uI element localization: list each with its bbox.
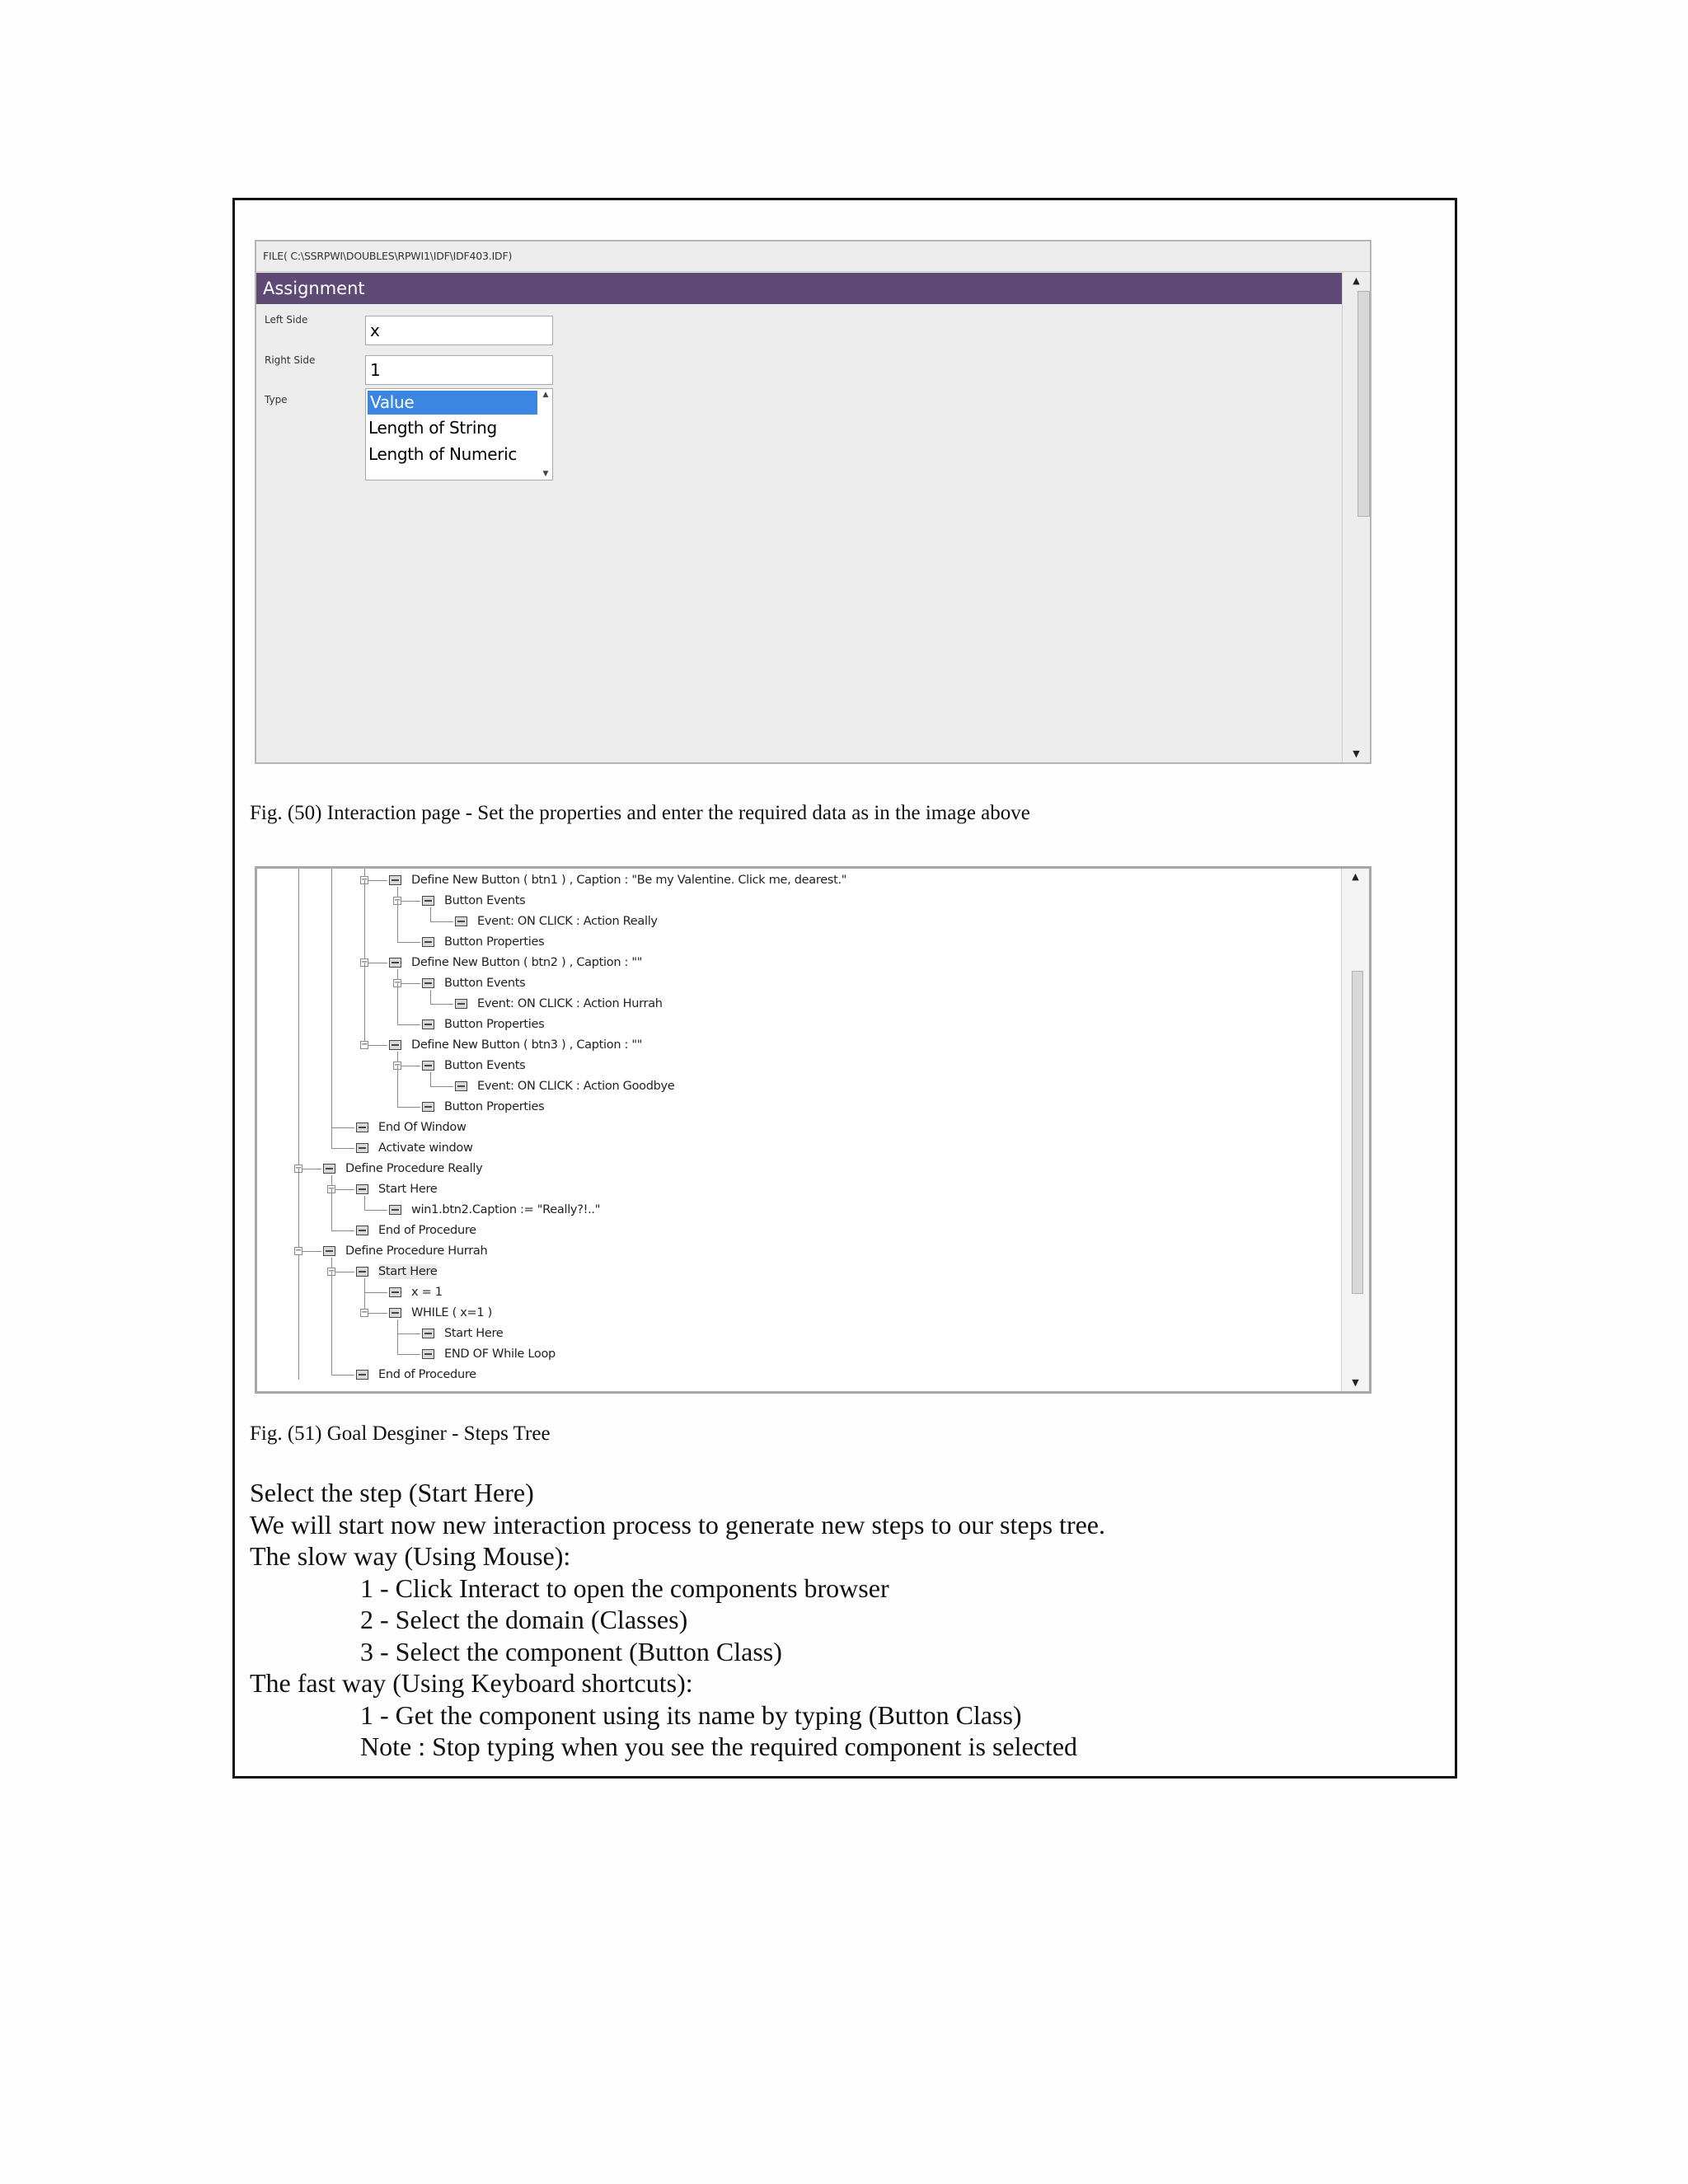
tree-guide-line <box>331 1230 354 1231</box>
tree-node-label[interactable]: Button Properties <box>444 1018 545 1031</box>
instruction-line: The fast way (Using Keyboard shortcuts): <box>250 1668 693 1698</box>
tree-guide-line <box>364 880 365 963</box>
tree-node-label[interactable]: x = 1 <box>411 1286 443 1299</box>
tree-expander-icon[interactable]: − <box>361 875 368 884</box>
tree-guide-line <box>430 921 453 922</box>
tree-guide-line <box>397 983 398 1024</box>
tree-expander-icon[interactable]: − <box>361 1308 368 1317</box>
tree-node-label[interactable]: win1.btn2.Caption := "Really?!.." <box>411 1203 601 1216</box>
step-node-icon <box>422 896 434 906</box>
tree-guide-line <box>397 1066 398 1107</box>
tree-expander-icon[interactable]: − <box>295 1246 302 1255</box>
tree-expander-icon[interactable]: − <box>394 1061 401 1070</box>
step-node-icon <box>422 1349 434 1359</box>
tree-guide-line <box>397 901 398 942</box>
step-node-icon <box>323 1164 335 1174</box>
step-node-icon <box>356 1267 368 1277</box>
tree-node-label[interactable]: Start Here <box>378 1183 438 1196</box>
scrollbar-thumb[interactable] <box>1357 291 1370 517</box>
type-listbox-scrollbar[interactable] <box>539 389 552 480</box>
step-node-icon <box>389 875 401 885</box>
right-side-input[interactable]: 1 <box>365 355 553 385</box>
type-option-value[interactable]: Value <box>368 391 537 415</box>
tree-guide-line <box>430 1004 453 1005</box>
type-option-length-of-numeric[interactable]: Length of Numeric <box>368 444 518 464</box>
tree-guide-line <box>397 1024 420 1025</box>
tree-node-label[interactable]: Define New Button ( btn2 ) , Caption : "" <box>411 956 643 969</box>
tree-guide-line <box>397 942 420 943</box>
document-frame <box>232 198 1457 1779</box>
tree-node-label[interactable]: Define Procedure Hurrah <box>345 1244 488 1258</box>
tree-guide-line <box>397 1333 420 1334</box>
tree-guide-line <box>364 963 365 1045</box>
tree-node-label[interactable]: Event: ON CLICK : Action Goodbye <box>477 1080 675 1093</box>
instruction-line: We will start now new interaction process to generate new steps to our steps tree. <box>250 1509 1105 1540</box>
tree-node-label[interactable]: End Of Window <box>378 1121 467 1134</box>
tree-guide-line <box>331 1375 354 1376</box>
tree-guide-line <box>331 869 332 1127</box>
scroll-down-icon[interactable]: ▼ <box>1353 748 1360 759</box>
instructions-text <box>250 1477 1438 1763</box>
tree-node-label[interactable]: Define New Button ( btn3 ) , Caption : "" <box>411 1038 643 1052</box>
scroll-up-icon[interactable]: ▲ <box>1352 871 1359 882</box>
tree-expander-icon[interactable]: − <box>394 896 401 905</box>
tree-expander-icon[interactable]: − <box>328 1267 335 1276</box>
tree-guide-line <box>364 1196 365 1210</box>
tree-node-label[interactable]: Button Events <box>444 1059 526 1072</box>
tree-guide-line <box>331 1189 332 1230</box>
tree-guide-line <box>397 1354 420 1355</box>
step-node-icon <box>389 1308 401 1318</box>
steps-tree <box>257 869 1341 1391</box>
tree-node-label[interactable]: Button Events <box>444 977 526 990</box>
tree-node-selected[interactable]: Start Here <box>378 1265 438 1278</box>
type-option-length-of-string[interactable]: Length of String <box>368 418 497 438</box>
tree-guide-line <box>430 907 431 921</box>
instruction-line: The slow way (Using Mouse): <box>250 1541 571 1571</box>
tree-node-label[interactable]: End of Procedure <box>378 1224 476 1237</box>
step-node-icon <box>455 1081 467 1091</box>
tree-guide-line <box>397 1333 398 1354</box>
tree-guide-line <box>331 1148 354 1149</box>
tree-node-label[interactable]: Button Properties <box>444 935 545 949</box>
instruction-step: 1 - Get the component using its name by typing (Button Class) <box>360 1699 1022 1730</box>
tree-vertical-scrollbar[interactable] <box>1341 869 1369 1391</box>
assignment-form <box>256 304 1342 762</box>
tree-guide-line <box>331 1127 332 1148</box>
tree-guide-line <box>430 1072 431 1086</box>
steps-tree-screenshot <box>255 866 1372 1394</box>
tree-node-label[interactable]: WHILE ( x=1 ) <box>411 1306 492 1319</box>
scrollbar-thumb[interactable] <box>1352 971 1363 1294</box>
assignment-window-screenshot <box>255 240 1372 764</box>
step-node-icon <box>389 1287 401 1297</box>
tree-expander-icon[interactable]: − <box>328 1184 335 1193</box>
tree-guide-line <box>331 1272 332 1375</box>
scroll-up-icon[interactable]: ▲ <box>542 391 549 399</box>
scroll-down-icon[interactable]: ▼ <box>542 470 549 478</box>
left-side-label: Left Side <box>265 314 308 326</box>
tree-node-label[interactable]: Button Properties <box>444 1100 545 1113</box>
file-path-bar: FILE( C:\SSRPWI\DOUBLES\RPWI1\IDF\IDF403.IDF) <box>256 241 1370 272</box>
instruction-step: 3 - Select the component (Button Class) <box>360 1636 782 1666</box>
tree-node-label[interactable]: Start Here <box>444 1327 504 1340</box>
step-node-icon <box>422 978 434 988</box>
tree-guide-line <box>397 1319 398 1333</box>
step-node-icon <box>356 1184 368 1194</box>
step-node-icon <box>323 1246 335 1256</box>
type-listbox[interactable] <box>365 388 553 480</box>
step-node-icon <box>389 1040 401 1050</box>
step-node-icon <box>389 958 401 968</box>
scroll-down-icon[interactable]: ▼ <box>1352 1377 1359 1388</box>
figure-50-caption: Fig. (50) Interaction page - Set the properties and enter the required data as in the image above <box>250 802 1030 824</box>
step-node-icon <box>422 937 434 947</box>
instruction-line: Select the step (Start Here) <box>250 1478 534 1507</box>
step-node-icon <box>455 916 467 926</box>
form-vertical-scrollbar[interactable] <box>1342 273 1370 762</box>
tree-guide-line <box>397 1107 420 1108</box>
step-node-icon <box>356 1122 368 1132</box>
step-node-icon <box>422 1019 434 1029</box>
tree-guide-line <box>298 1169 299 1251</box>
right-side-label: Right Side <box>265 354 316 366</box>
tree-expander-icon[interactable]: − <box>361 958 368 967</box>
step-node-icon <box>356 1226 368 1235</box>
tree-node-label[interactable]: Define New Button ( btn1 ) , Caption : "Be my Valentine. Click me, dearest." <box>411 874 847 887</box>
left-side-input[interactable]: x <box>365 316 553 345</box>
step-node-icon <box>422 1102 434 1112</box>
figure-51-caption: Fig. (51) Goal Desginer - Steps Tree <box>250 1422 551 1445</box>
tree-guide-line <box>430 990 431 1004</box>
tree-node-label[interactable]: Event: ON CLICK : Action Really <box>477 915 658 928</box>
type-label: Type <box>265 394 288 405</box>
instruction-step: Note : Stop typing when you see the required component is selected <box>360 1732 1078 1761</box>
step-node-icon <box>389 1205 401 1215</box>
step-node-icon <box>422 1329 434 1338</box>
tree-node-label[interactable]: END OF While Loop <box>444 1347 556 1361</box>
step-node-icon <box>356 1143 368 1153</box>
step-node-icon <box>455 999 467 1009</box>
instruction-step: 2 - Select the domain (Classes) <box>360 1605 688 1634</box>
tree-expander-icon[interactable]: − <box>295 1164 302 1173</box>
tree-expander-icon[interactable]: − <box>394 978 401 987</box>
step-node-icon <box>356 1370 368 1380</box>
tree-guide-line <box>364 1278 365 1292</box>
tree-node-label[interactable]: Button Events <box>444 894 526 907</box>
tree-guide-line <box>331 1127 354 1128</box>
form-title: Assignment <box>256 273 1342 304</box>
tree-node-label[interactable]: End of Procedure <box>378 1368 476 1381</box>
instruction-step: 1 - Click Interact to open the components browser <box>360 1572 889 1603</box>
tree-expander-icon[interactable]: − <box>361 1040 368 1049</box>
scroll-up-icon[interactable]: ▲ <box>1353 275 1360 286</box>
tree-node-label[interactable]: Event: ON CLICK : Action Hurrah <box>477 997 663 1010</box>
tree-node-label[interactable]: Define Procedure Really <box>345 1162 483 1175</box>
tree-guide-line <box>298 869 299 1169</box>
tree-guide-line <box>430 1086 453 1087</box>
step-node-icon <box>422 1061 434 1071</box>
tree-guide-line <box>364 1210 387 1211</box>
tree-guide-line <box>364 1292 387 1293</box>
tree-node-label[interactable]: Activate window <box>378 1141 473 1155</box>
